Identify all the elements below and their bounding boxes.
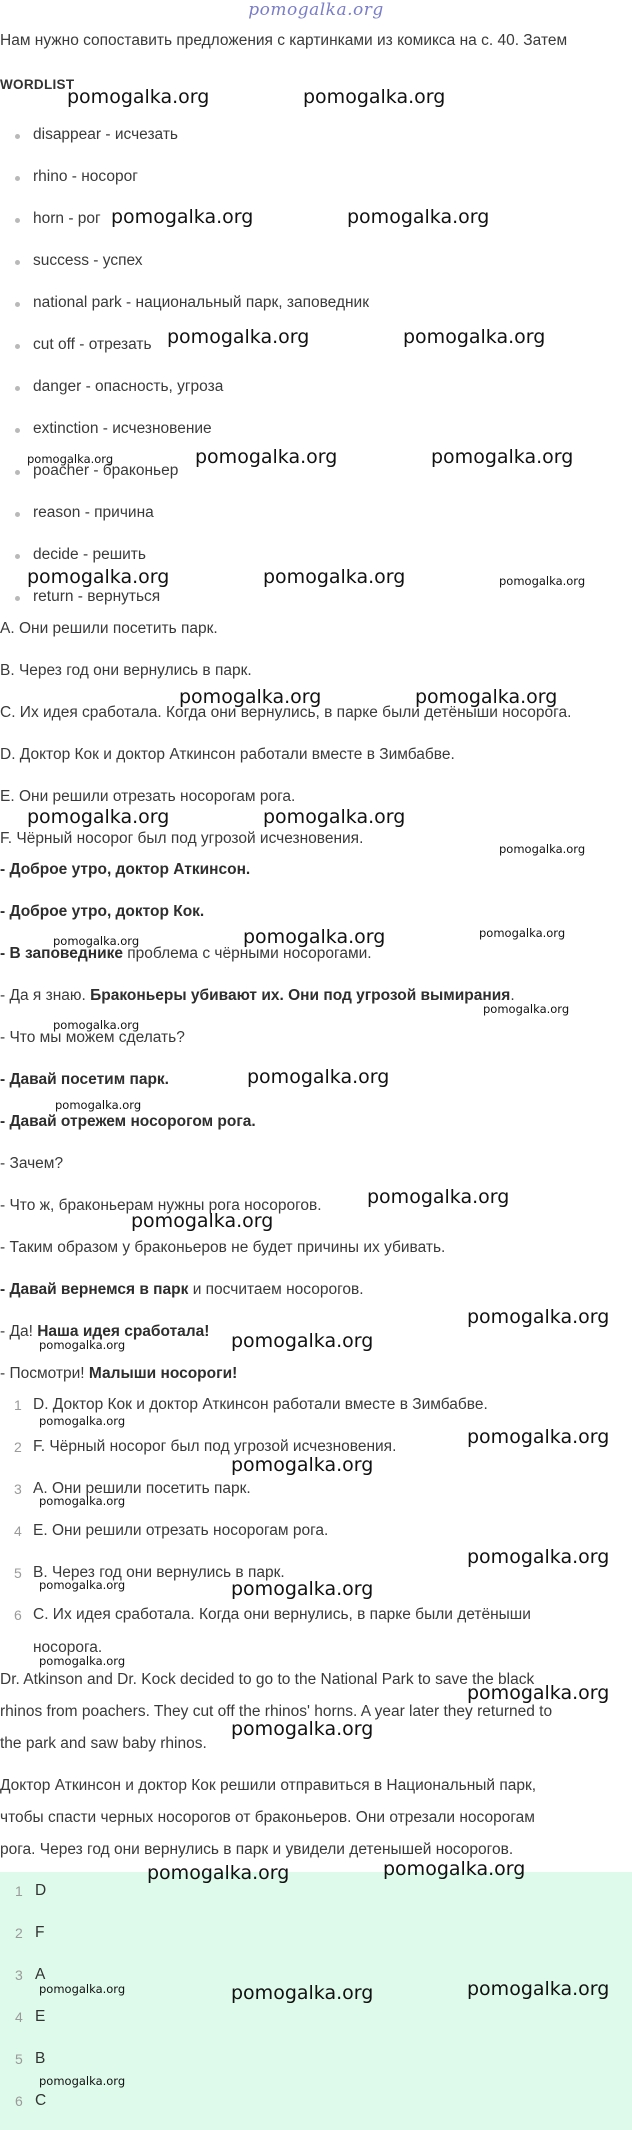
order-item-continued: носорога. — [33, 1639, 103, 1656]
watermark: pomogalka.org — [111, 206, 254, 228]
list-item: return - вернуться — [33, 588, 161, 605]
order-number: 5 — [14, 1565, 22, 1581]
list-item: horn - рог — [33, 210, 101, 227]
watermark: pomogalka.org — [39, 1414, 126, 1428]
watermark: pomogalka.org — [53, 934, 140, 948]
answer-number: 5 — [15, 2051, 23, 2067]
answer-value: D — [35, 1882, 47, 1899]
watermark: pomogalka.org — [483, 1002, 570, 1016]
bullet-icon — [15, 512, 20, 517]
bullet-icon — [15, 176, 20, 181]
answer-value: F — [35, 1924, 45, 1941]
list-item: cut off - отрезать — [33, 336, 152, 353]
dialogue-line: - Таким образом у браконьеров не будет причины их убивать. — [0, 1239, 446, 1256]
summary-ru-line: Доктор Аткинсон и доктор Кок решили отправиться в Национальный парк, — [0, 1777, 537, 1794]
dialogue-line: - Давай посетим парк. — [0, 1071, 169, 1088]
sentence-e: E. Они решили отрезать носорогам рога. — [0, 788, 296, 805]
watermark: pomogalka.org — [53, 1018, 140, 1032]
watermark: pomogalka.org — [247, 1066, 390, 1088]
bullet-icon — [15, 596, 20, 601]
watermark: pomogalka.org — [431, 446, 574, 468]
watermark: pomogalka.org — [27, 806, 170, 828]
order-item: E. Они решили отрезать носорогам рога. — [33, 1522, 329, 1539]
dialogue-line — [0, 987, 515, 1005]
dialogue-text: проблема с чёрными носорогами. — [122, 945, 372, 962]
dialogue-line: - Зачем? — [0, 1155, 64, 1172]
watermark: pomogalka.org — [367, 1186, 510, 1208]
dialogue-bold: Браконьеры убивают их. Они под угрозой вымирания — [90, 987, 511, 1004]
dialogue-text: - Посмотри! — [0, 1365, 89, 1382]
dialogue-text: - Да! — [0, 1323, 38, 1340]
watermark: pomogalka.org — [467, 1546, 610, 1568]
watermark: pomogalka.org — [347, 206, 490, 228]
answer-value: C — [35, 2092, 47, 2109]
bullet-icon — [15, 134, 20, 139]
order-item: A. Они решили посетить парк. — [33, 1480, 251, 1497]
bullet-icon — [15, 260, 20, 265]
watermark: pomogalka.org — [167, 326, 310, 348]
answer-value: A — [35, 1966, 46, 1983]
watermark: pomogalka.org — [39, 2074, 126, 2088]
watermark: pomogalka.org — [467, 1426, 610, 1448]
summary-en-line: the park and saw baby rhinos. — [0, 1735, 207, 1752]
summary-en-line: rhinos from poachers. They cut off the rhinos' horns. A year later they returned to — [0, 1703, 553, 1720]
dialogue-line — [0, 1365, 237, 1383]
dialogue-line: - Что мы можем сделать? — [0, 1029, 185, 1046]
order-number: 3 — [14, 1481, 22, 1497]
watermark: pomogalka.org — [39, 1338, 126, 1352]
dialogue-line: - Доброе утро, доктор Кок. — [0, 903, 205, 920]
watermark: pomogalka.org — [147, 1862, 290, 1884]
dialogue-text: - Да я знаю. — [0, 987, 91, 1004]
order-number: 4 — [14, 1523, 22, 1539]
watermark: pomogalka.org — [231, 1982, 374, 2004]
answer-number: 2 — [15, 1925, 23, 1941]
watermark: pomogalka.org — [467, 1306, 610, 1328]
dialogue-line: - Что ж, браконьерам нужны рога носорогов. — [0, 1197, 322, 1214]
watermark: pomogalka.org — [499, 842, 586, 856]
bullet-icon — [15, 428, 20, 433]
sentence-f: F. Чёрный носорог был под угрозой исчезновения. — [0, 830, 364, 847]
bullet-icon — [15, 470, 20, 475]
watermark: pomogalka.org — [67, 86, 210, 108]
bullet-icon — [15, 218, 20, 223]
watermark: pomogalka.org — [131, 1210, 274, 1232]
answer-value: E — [35, 2008, 46, 2025]
bullet-icon — [15, 302, 20, 307]
order-item: D. Доктор Кок и доктор Аткинсон работали вместе в Зимбабве. — [33, 1396, 488, 1413]
watermark: pomogalka.org — [243, 926, 386, 948]
list-item: reason - причина — [33, 504, 154, 521]
answer-number: 1 — [15, 1883, 23, 1899]
watermark: pomogalka.org — [499, 574, 586, 588]
bullet-icon — [15, 554, 20, 559]
watermark: pomogalka.org — [179, 686, 322, 708]
watermark: pomogalka.org — [383, 1858, 526, 1880]
watermark: pomogalka.org — [263, 806, 406, 828]
watermark: pomogalka.org — [467, 1682, 610, 1704]
watermark: pomogalka.org — [231, 1454, 374, 1476]
dialogue-text: и посчитаем носорогов. — [188, 1281, 364, 1298]
list-item: poacher - браконьер — [33, 462, 179, 479]
answer-number: 4 — [15, 2009, 23, 2025]
bullet-icon — [15, 344, 20, 349]
watermark: pomogalka.org — [195, 446, 338, 468]
order-number: 1 — [14, 1397, 22, 1413]
watermark: pomogalka.org — [39, 1982, 126, 1996]
sentence-b: B. Через год они вернулись в парк. — [0, 662, 252, 679]
list-item: rhino - носорог — [33, 168, 138, 185]
list-item: danger - опасность, угроза — [33, 378, 224, 395]
list-item: extinction - исчезновение — [33, 420, 212, 437]
watermark: pomogalka.org — [467, 1978, 610, 2000]
list-item: success - успех — [33, 252, 143, 269]
dialogue-line: - Доброе утро, доктор Аткинсон. — [0, 861, 251, 878]
site-logo[interactable]: pomogalka.org — [248, 0, 384, 20]
answer-number: 6 — [15, 2093, 23, 2109]
summary-ru-line: чтобы спасти черных носорогов от браконьеров. Они отрезали носорогам — [0, 1809, 535, 1826]
wordlist-title: WORDLIST — [0, 77, 75, 92]
watermark: pomogalka.org — [39, 1654, 126, 1668]
watermark: pomogalka.org — [231, 1578, 374, 1600]
dialogue-line — [0, 1281, 364, 1299]
watermark: pomogalka.org — [403, 326, 546, 348]
dialogue-bold: - Давай вернемся в парк — [0, 1281, 189, 1298]
dialogue-line: - Давай отрежем носорогом рога. — [0, 1113, 256, 1130]
list-item: national park - национальный парк, заповедник — [33, 294, 369, 311]
sentence-c: C. Их идея сработала. Когда они вернулись, в парке были детёныши носорога. — [0, 704, 572, 721]
watermark: pomogalka.org — [263, 566, 406, 588]
watermark: pomogalka.org — [55, 1098, 142, 1112]
answer-number: 3 — [15, 1967, 23, 1983]
list-item: disappear - исчезать — [33, 126, 179, 143]
order-number: 6 — [14, 1607, 22, 1623]
watermark: pomogalka.org — [27, 566, 170, 588]
bullet-icon — [15, 386, 20, 391]
answer-value: B — [35, 2050, 46, 2067]
watermark: pomogalka.org — [39, 1578, 126, 1592]
summary-en-line: Dr. Atkinson and Dr. Kock decided to go to the National Park to save the black — [0, 1671, 535, 1688]
watermark: pomogalka.org — [39, 1494, 126, 1508]
watermark: pomogalka.org — [303, 86, 446, 108]
order-item: B. Через год они вернулись в парк. — [33, 1564, 285, 1581]
dialogue-bold: Наша идея сработала! — [37, 1323, 210, 1340]
dialogue-bold: Малыши носороги! — [88, 1365, 238, 1382]
watermark: pomogalka.org — [415, 686, 558, 708]
watermark: pomogalka.org — [231, 1718, 374, 1740]
dialogue-text: . — [510, 987, 515, 1004]
sentence-d: D. Доктор Кок и доктор Аткинсон работали вместе в Зимбабве. — [0, 746, 455, 763]
watermark: pomogalka.org — [479, 926, 566, 940]
dialogue-bold: - В заповеднике — [0, 945, 123, 962]
intro-text: Нам нужно сопоставить предложения с картинками из комикса на с. 40. Затем — [0, 32, 568, 49]
watermark: pomogalka.org — [231, 1330, 374, 1352]
order-number: 2 — [14, 1439, 22, 1455]
list-item: decide - решить — [33, 546, 146, 563]
sentence-a: A. Они решили посетить парк. — [0, 620, 218, 637]
order-item: C. Их идея сработала. Когда они вернулись, в парке были детёныши — [33, 1606, 531, 1623]
watermark: pomogalka.org — [27, 452, 114, 466]
summary-ru-line: рога. Через год они вернулись в парк и увидели детенышей носорогов. — [0, 1841, 514, 1858]
order-item: F. Чёрный носорог был под угрозой исчезновения. — [33, 1438, 397, 1455]
